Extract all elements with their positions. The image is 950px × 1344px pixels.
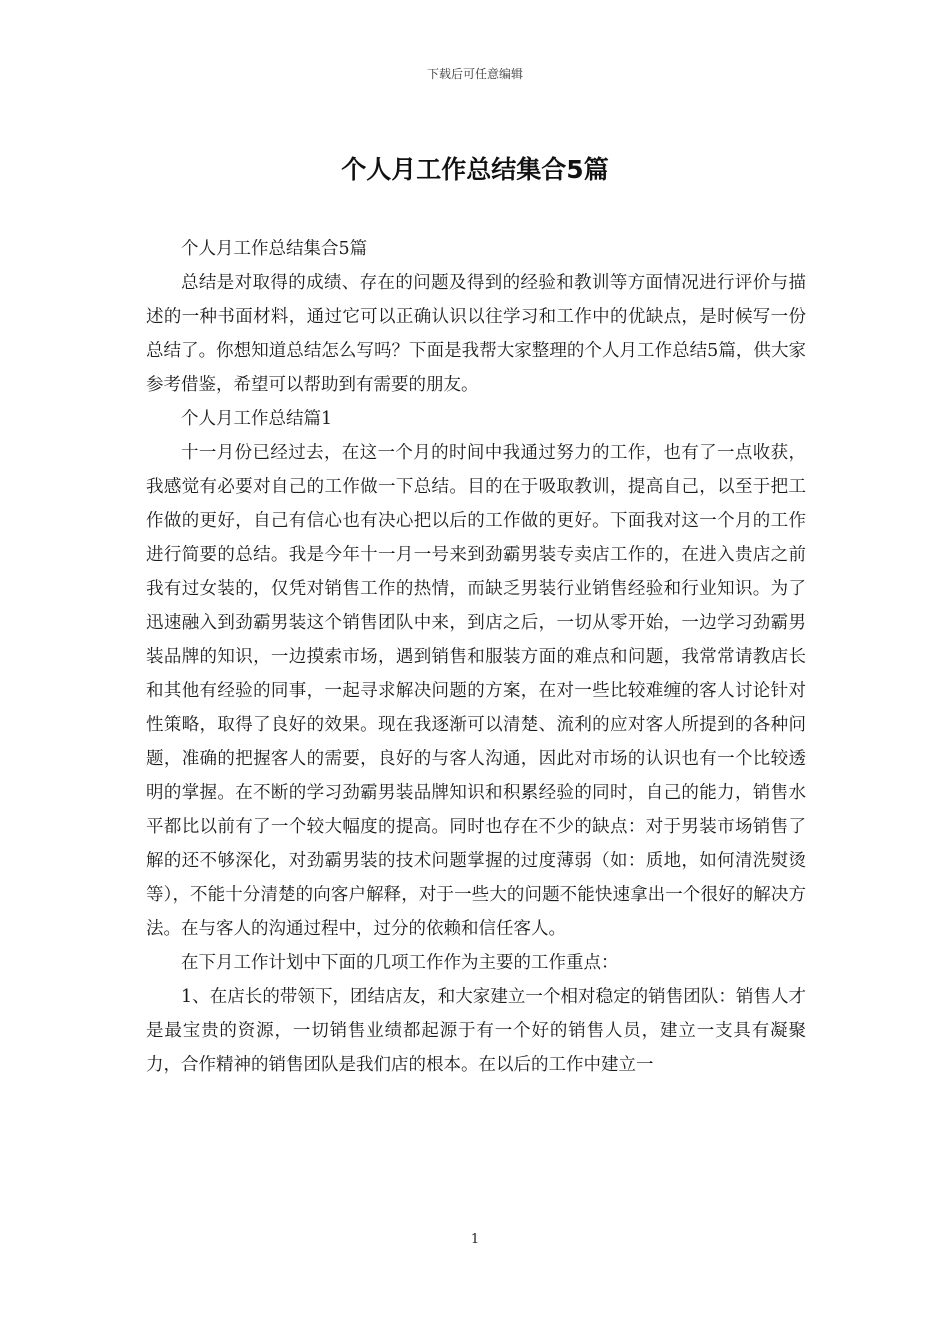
document-title: 个人月工作总结集合5篇 — [341, 155, 609, 184]
intro-paragraph: 总结是对取得的成绩、存在的问题及得到的经验和教训等方面情况进行评价与描述的一种书面材料，通过它可以正确认识以往学习和工作中的优缺点，是时候写一份总结了。你想知道总结怎么写吗？下面是我帮大家整理的个人月工作总结5篇，供大家参考借鉴，希望可以帮助到有需要的朋友。 — [146, 273, 806, 395]
document-body — [146, 232, 806, 1082]
body-paragraph: 十一月份已经过去，在这一个月的时间中我通过努力的工作，也有了一点收获，我感觉有必要对自己的工作做一下总结。目的在于吸取教训，提高自己，以至于把工作做的更好，自己有信心也有决心把以后的工作做的更好。下面我对这一个月的工作进行简要的总结。我是今年十一月一号来到劲霸男装专卖店工作的，在进入贵店之前我有过女装的，仅凭对销售工作的热情，而缺乏男装行业销售经验和行业知识。为了迅速融入到劲霸男装这个销售团队中来，到店之后，一切从零开始，一边学习劲霸男装品牌的知识，一边摸索市场，遇到销售和服装方面的难点和问题，我常常请教店长和其他有经验的同事，一起寻求解决问题的方案，在对一些比较难缠的客人讨论针对性策略，取得了良好的效果。现在我逐渐可以清楚、流利的应对客人所提到的各种问题，准确的把握客人的需要，良好的与客人沟通，因此对市场的认识也有一个比较透明的掌握。在不断的学习劲霸男装品牌知识和积累经验的同时，自己的能力，销售水平都比以前有了一个较大幅度的提高。同时也存在不少的缺点：对于男装市场销售了解的还不够深化，对劲霸男装的技术问题掌握的过度薄弱（如：质地，如何清洗熨烫等），不能十分清楚的向客户解释，对于一些大的问题不能快速拿出一个很好的解决方法。在与客人的沟通过程中，过分的依赖和信任客人。 — [146, 443, 806, 939]
plan-intro-paragraph: 在下月工作计划中下面的几项工作作为主要的工作重点： — [181, 953, 619, 973]
page-number: 1 — [470, 1232, 480, 1247]
subtitle-paragraph: 个人月工作总结集合5篇 — [181, 239, 368, 259]
plan-item-paragraph: 1、在店长的带领下，团结店友，和大家建立一个相对稳定的销售团队：销售人才是最宝贵的资源，一切销售业绩都起源于有一个好的销售人员，建立一支具有凝聚力，合作精神的销售团队是我们店的根本。在以后的工作中建立一 — [146, 987, 806, 1075]
section-heading: 个人月工作总结篇1 — [181, 409, 333, 429]
page-header-note: 下载后可任意编辑 — [426, 67, 523, 81]
